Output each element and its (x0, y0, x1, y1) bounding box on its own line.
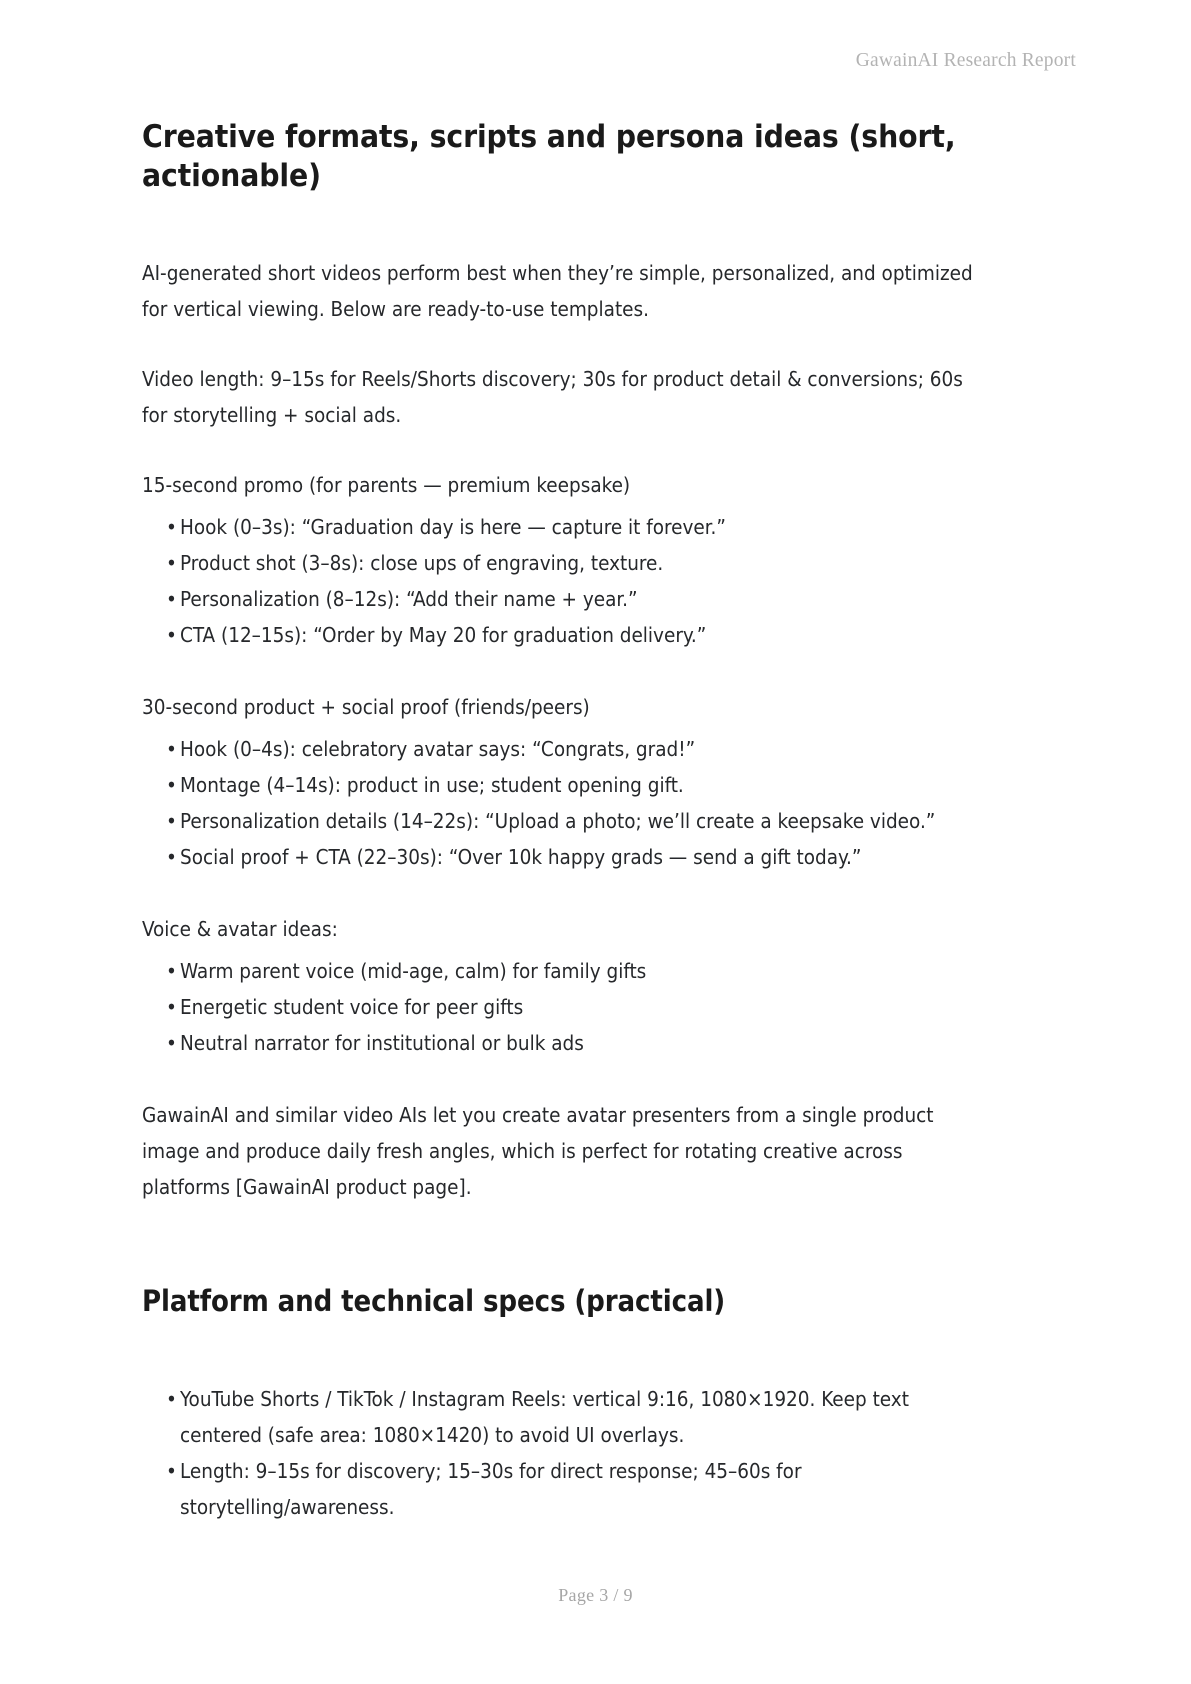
bullet-icon: • (166, 772, 177, 797)
list-item (166, 767, 987, 803)
bullet-icon: • (166, 958, 177, 983)
list-item (166, 509, 987, 545)
bullet-icon: • (166, 550, 177, 575)
section-title-platform-specs: Platform and technical specs (practical) (142, 1283, 726, 1318)
document-content (142, 118, 987, 1525)
voice-lead: Voice & avatar ideas: (142, 916, 338, 941)
bullet-icon: • (166, 1387, 177, 1411)
promo30-lead: 30-second product + social proof (friends/peers) (142, 694, 590, 719)
bullet-icon: • (166, 808, 177, 833)
bullet-icon: • (166, 1030, 177, 1055)
list-item-label: Energetic student voice for peer gifts (180, 994, 524, 1019)
list-item (166, 953, 987, 989)
list-item (166, 617, 987, 653)
list-item-label: Montage (4–14s): product in use; student opening gift. (180, 772, 684, 797)
list-item (166, 839, 987, 875)
list-item-label: Social proof + CTA (22–30s): “Over 10k happy grads — send a gift today.” (180, 844, 862, 869)
list-item-label: CTA (12–15s): “Order by May 20 for graduation delivery.” (180, 622, 707, 647)
bullet-icon: • (166, 586, 177, 611)
bullet-icon: • (166, 994, 177, 1019)
list-item-label: Product shot (3–8s): close ups of engraving, texture. (180, 550, 664, 575)
page-title: Creative formats, scripts and persona ideas (short, actionable) (142, 119, 956, 195)
list-item-label: YouTube Shorts / TikTok / Instagram Reels: vertical 9:16, 1080×1920. Keep text centered (safe area: 1080×1420) to avoid UI overlays. (180, 1387, 909, 1447)
bullet-icon: • (166, 514, 177, 539)
promo15-bullet-list (142, 509, 987, 653)
promo30-bullet-list (142, 731, 987, 875)
list-item-label: Neutral narrator for institutional or bulk ads (180, 1030, 584, 1055)
list-item (166, 989, 987, 1025)
bullet-icon: • (166, 1459, 177, 1483)
list-item (166, 1453, 987, 1525)
list-item (166, 1025, 987, 1061)
page-footer: Page 3 / 9 (558, 1585, 633, 1605)
closing-paragraph: GawainAI and similar video AIs let you create avatar presenters from a single product image and produce daily fresh angles, which is perfect for rotating creative across platforms [GawainAI product page]. (142, 1102, 934, 1199)
intro-paragraph: AI-generated short videos perform best when they’re simple, personalized, and optimized for vertical viewing. Below are ready-to-use templates. (142, 260, 973, 321)
list-item (166, 581, 987, 617)
list-item (166, 1381, 987, 1453)
list-item-label: Personalization details (14–22s): “Upload a photo; we’ll create a keepsake video.” (180, 808, 936, 833)
specs-bullet-list (142, 1381, 987, 1525)
bullet-icon: • (166, 622, 177, 647)
video-length-paragraph: Video length: 9–15s for Reels/Shorts discovery; 30s for product detail & conversions; 60s for storytelling + social ads. (142, 366, 963, 427)
bullet-icon: • (166, 736, 177, 761)
list-item-label: Hook (0–4s): celebratory avatar says: “Congrats, grad!” (180, 736, 696, 761)
voice-bullet-list (142, 953, 987, 1061)
bullet-icon: • (166, 844, 177, 869)
list-item (166, 731, 987, 767)
list-item-label: Length: 9–15s for discovery; 15–30s for direct response; 45–60s for storytelling/awareness. (180, 1459, 802, 1519)
promo15-lead: 15-second promo (for parents — premium keepsake) (142, 472, 631, 497)
list-item-label: Personalization (8–12s): “Add their name + year.” (180, 586, 638, 611)
running-header: GawainAI Research Report (855, 50, 1076, 71)
list-item-label: Hook (0–3s): “Graduation day is here — capture it forever.” (180, 514, 726, 539)
list-item (166, 545, 987, 581)
list-item (166, 803, 987, 839)
list-item-label: Warm parent voice (mid-age, calm) for family gifts (180, 958, 647, 983)
